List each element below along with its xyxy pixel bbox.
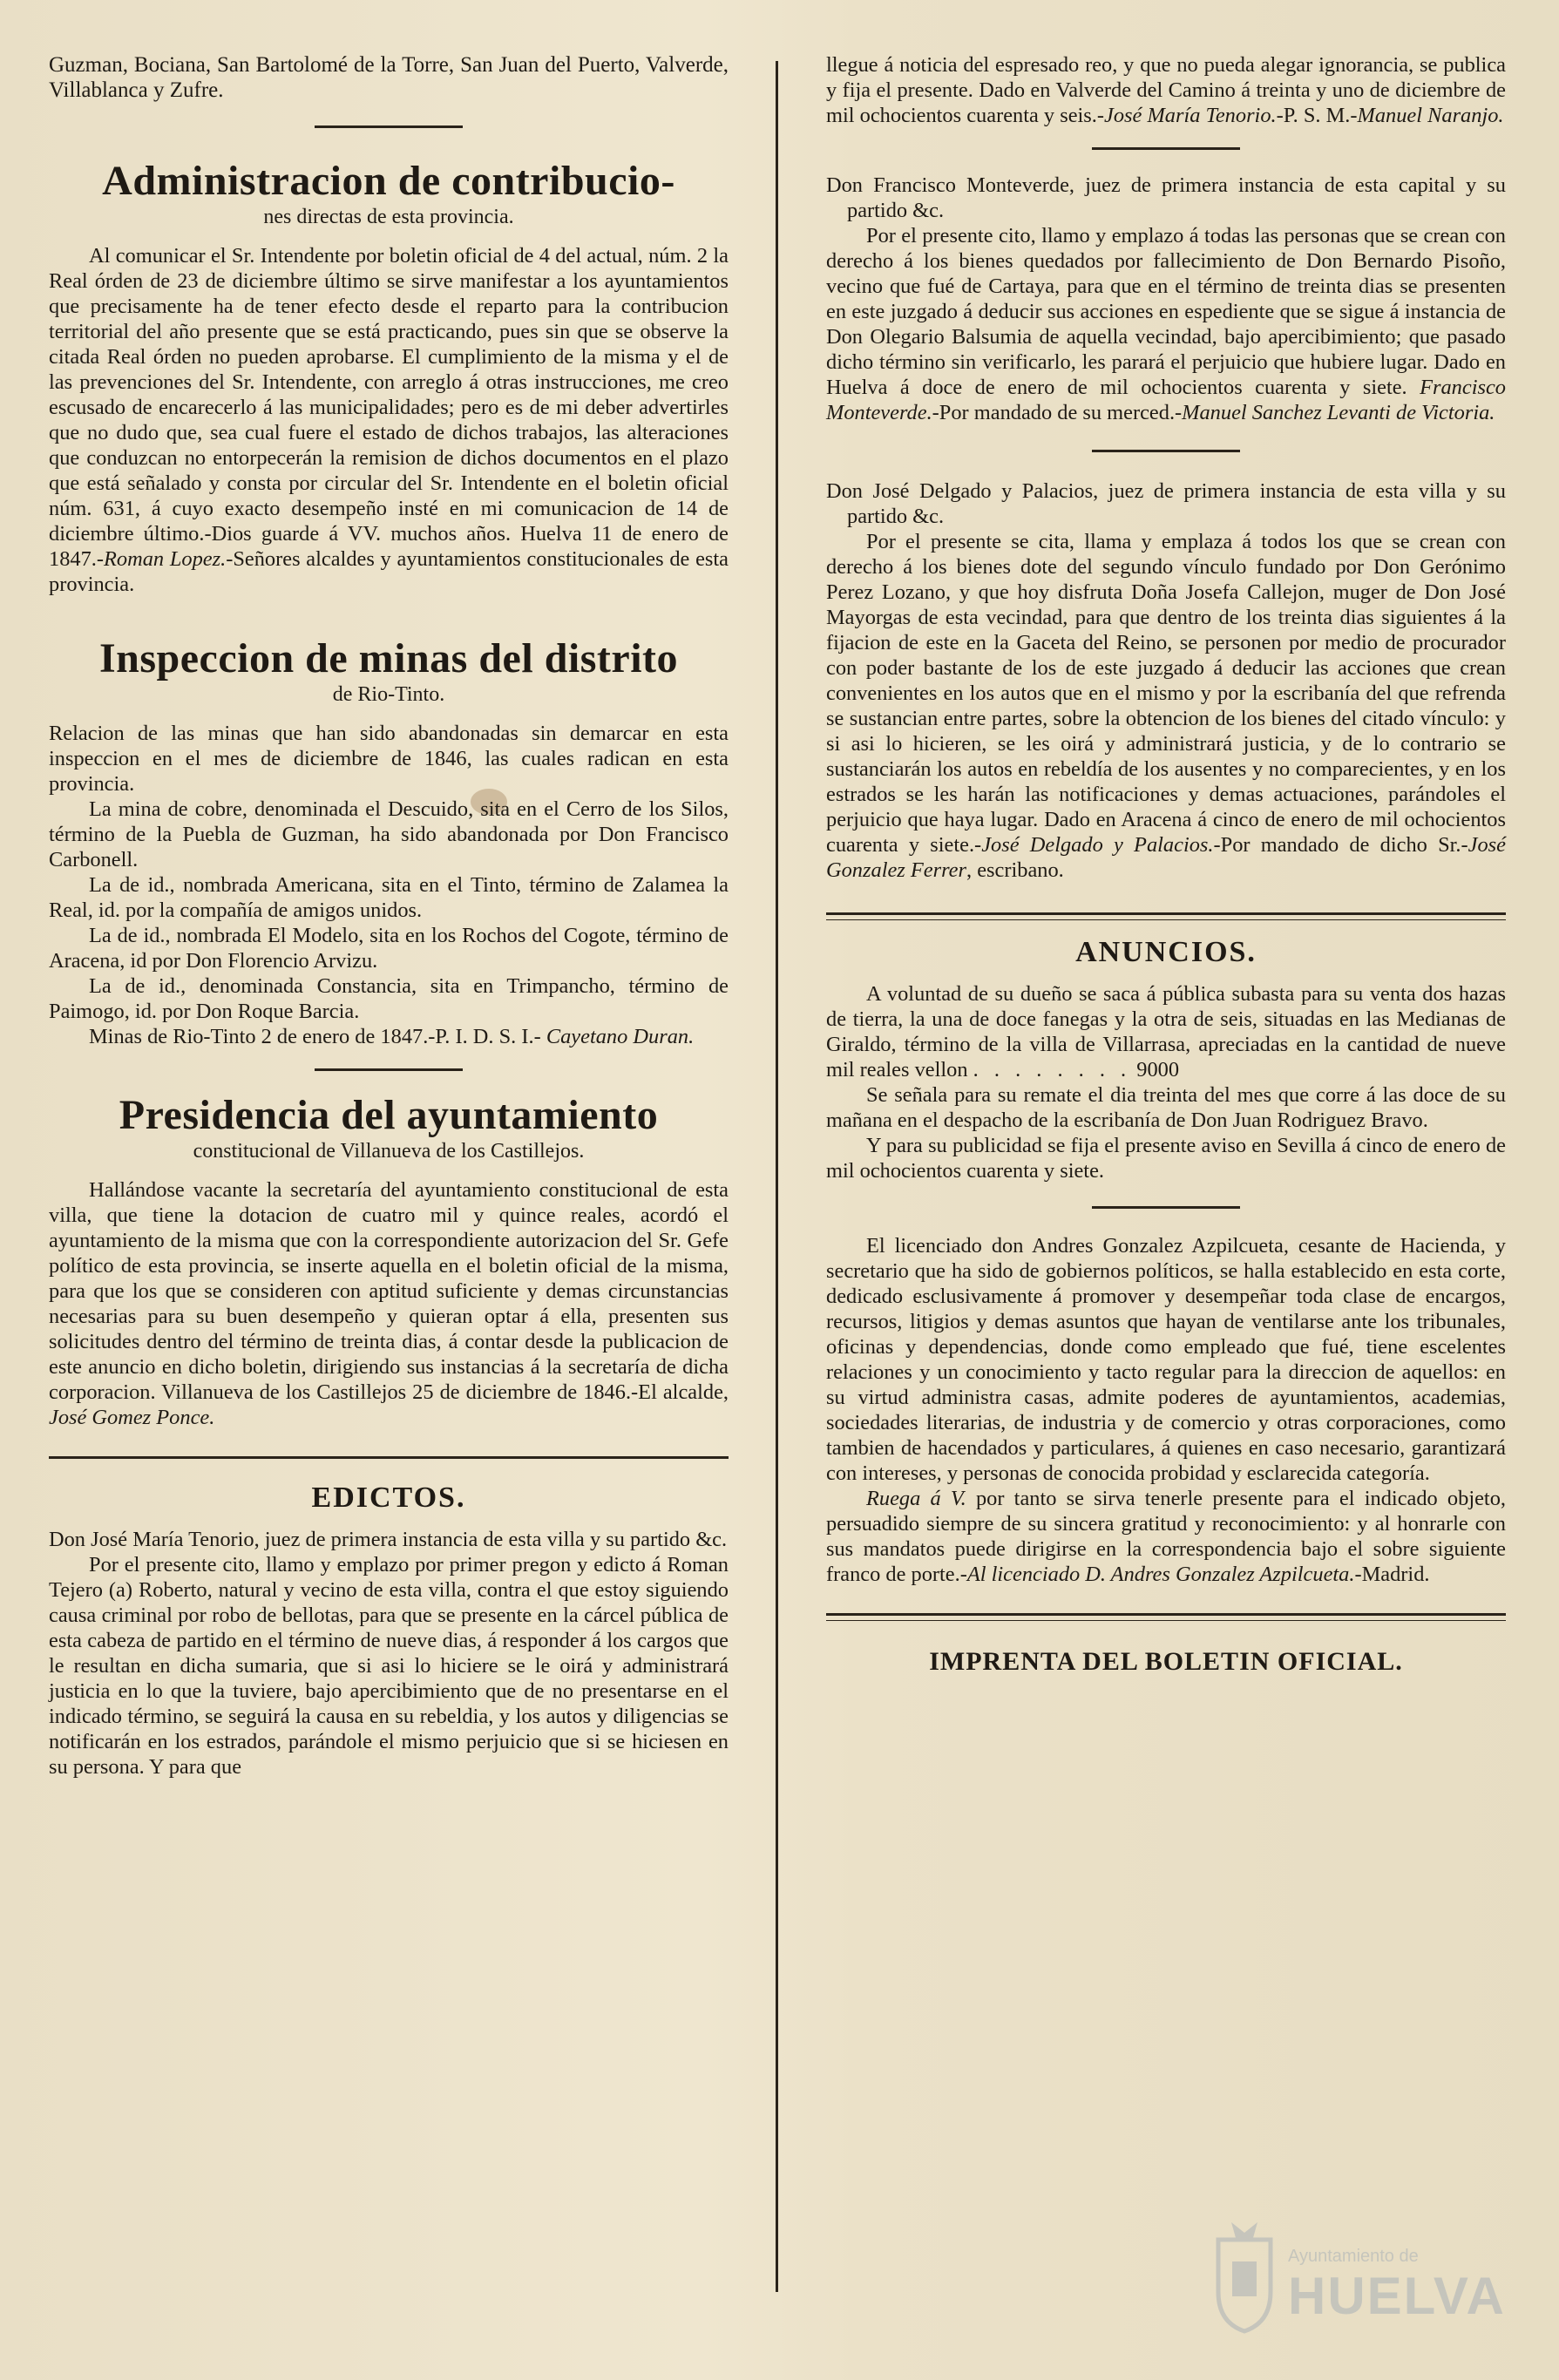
mina-item: La de id., denominada Constancia, sita en Trimpancho, término de Paimogo, id. por Don Roque Barcia. [49,974,729,1023]
double-rule [826,1613,1506,1621]
mina-item: La de id., nombrada El Modelo, sita en los Rochos del Cogote, término de Aracena, id por Don Florencio Arvizu. [49,924,729,973]
edicto-body: Por el presente cito, llamo y emplazo por primer pregon y edicto á Roman Tejero (a) Roberto, natural y vecino de esta villa, contra el que estoy siguiendo causa criminal por robo de bellotas, para que se presente en la cárcel pública de esta cabeza de partido en el término de nueve dias, á responder á los cargos que le resultan en dicha sumaria, que si asi lo hiciere se le oirá y administrará justicia en lo que la tuviere, bajo apercibimiento que de no presentarse en el indicado término, se seguirá la causa en su rebeldia, y los autos y diligencias se notificarán en los estrados, parándole el mismo perjuicio que si se hiciesen en su persona. Y para que [49,1553,729,1779]
anuncios-heading: ANUNCIOS. [1075,936,1257,968]
monteverde-body-text: Por el presente cito, llamo y emplazo á todas las personas que se crean con derecho á los bienes quedados por fallecimiento de Don Bernardo Pisoño, vecino que fué de Cartaya, para que en el término de treinta dias se presenten en este juzgado á deducir sus acciones en espediente que se sigue á instancia de Don Olegario Balsumia de aquella vecindad, bajo apercibimiento; que pasado dicho término sin verificarlo, les parará el perjuicio que hubiere lugar. Dado en Huelva á doce de enero de mil ochocientos cuarenta y siete. [826,224,1506,399]
admin-body [49,243,729,597]
admin-title: Administracion de contribucio- [102,158,675,204]
separator-rule [1092,1206,1240,1209]
admin-subtitle: nes directas de esta provincia. [263,206,514,228]
monteverde-judge: Don Francisco Monteverde, juez de primera instancia de esta capital y su partido &c. [826,173,1506,222]
minas-subtitle: de Rio-Tinto. [332,683,445,706]
licenciado-ruega [826,1486,1506,1587]
presidencia-body [49,1177,729,1430]
delgado-signature-clerk: José Gonzalez Ferrer [826,833,1506,882]
intro-paragraph: Guzman, Bociana, San Bartolomé de la Torre, San Juan del Puerto, Valverde, Villablanca y Zufre. [49,53,729,102]
leader-dots: . . . . . . . . [973,1058,1132,1082]
edicto-cont-signature-clerk: Manuel Naranjo. [1357,104,1504,127]
mina-item: La de id., nombrada Americana, sita en el Tinto, término de Zalamea la Real, id. por la compañía de amigos unidos. [49,873,729,922]
delgado-signature-judge: José Delgado y Palacios. [981,833,1214,857]
anuncio-publicidad: Y para su publicidad se fija el presente aviso en Sevilla á cinco de enero de mil ochocientos cuarenta y siete. [826,1134,1506,1183]
licenciado-body: El licenciado don Andres Gonzalez Azpilcueta, cesante de Hacienda, y secretario que ha sido de gobiernos políticos, se halla establecido en esta corte, dedicado esclusivamente á promover y desempeñar toda clase de encargos, recursos, litigios y demas asuntos que hayan de ventilarse ante los tribunales, oficinas y dependencias, donde como empleado que fué, tiene escelentes relaciones y un conocimiento y tacto regular para la direccion de aquellos: en su virtud administra casas, admite poderes de ayuntamientos, academias, sociedades literarias, de industria y de comercio y otras corporaciones, como tambien de hacendados y particulares, á quienes en caso necesario, garantizará con intereses, y personas de conocida probidad y esclarecida categoría. [826,1234,1506,1485]
anuncio-remate: Se señala para su remate el dia treinta del mes que corre á las doce de su mañana en el despacho de la escribanía de Don Juan Rodriguez Bravo. [826,1083,1506,1132]
delgado-body [826,529,1506,883]
edicto-cont-signature-judge: José María Tenorio. [1104,104,1277,127]
anuncio-subasta-text: A voluntad de su dueño se saca á pública subasta para su venta dos hazas de tierra, la una de doce fanegas y la otra de seis, situadas en las Medianas de Giraldo, término de la villa de Villarrasa, apreciadas en la cantidad de nueve mil reales vellon [826,982,1506,1082]
anuncio-amount: 9000 [1136,1058,1180,1082]
separator-rule [315,125,463,128]
minas-signature: Cayetano Duran. [546,1025,695,1048]
monteverde-signature-judge: Francisco Monteverde. [826,376,1506,424]
edicto-judge: Don José María Tenorio, juez de primera instancia de esta villa y su partido &c. [49,1528,728,1551]
separator-rule [1092,450,1240,452]
double-rule [826,912,1506,920]
edictos-heading: EDICTOS. [311,1482,466,1514]
watermark-line1: Ayuntamiento de [1288,2247,1419,2266]
admin-signature: Roman Lopez. [104,547,227,571]
licenciado-ruega-text: por tanto se sirva tenerle presente para el indicado objeto, persuadido siempre de su sincera gratitud y reconocimiento: y al honrarle con sus mandatos puede dirigirse en la correspondencia bajo el sobre siguiente franco de porte.- [826,1487,1506,1586]
monteverde-mid: -Por mandado de su merced.- [932,401,1183,424]
mina-item: La mina de cobre, denominada el Descuido, sita en el Cerro de los Silos, término de la Puebla de Guzman, ha sido abandonada por Don Francisco Carbonell. [49,797,729,871]
edicto-cont-mid: -P. S. M.- [1276,104,1358,127]
licenciado-signature: Al licenciado D. Andres Gonzalez Azpilcueta. [966,1563,1355,1586]
admin-closing: -Señores alcaldes y ayuntamientos constitucionales de esta provincia. [49,547,729,596]
presidencia-subtitle: constitucional de Villanueva de los Castillejos. [193,1140,585,1163]
printer-footer: IMPRENTA DEL BOLETIN OFICIAL. [929,1647,1403,1676]
anuncio-subasta [826,981,1506,1082]
admin-body-text: Al comunicar el Sr. Intendente por boletin oficial de 4 del actual, núm. 2 la Real órden de 23 de diciembre último se sirve manifestar a los ayuntamientos que precisamente ha de tener efecto desde el reparto para la contribucion territorial del año presente que se está practicando, pues sin que se observe la citada Real órden no pueden aprobarse. El cumplimiento de la misma y el de las prevenciones del Sr. Intendente, con arreglo á otras instrucciones, me creo escusado de encarecerlo á las municipalidades; pero es de mi deber advertirles que no dudo que, sea cual fuere el estado de dichos trabajos, las alteraciones que conduzcan no entorpecerán la remision de dichos documentos en el plazo que está señalado y consta por circular del Sr. Intendente en el boletin oficial núm. 631, á cuyo exacto desempeño insté en mi comunicacion de 14 de diciembre último.-Dios guarde á VV. muchos años. Huelva 11 de enero de 1847.- [49,244,729,571]
watermark-line2: HUELVA [1288,2267,1506,2325]
delgado-body-text: Por el presente se cita, llama y emplaza á todos los que se crean con derecho á los bienes dote del segundo vínculo fundado por Don Gerónimo Perez Lozano, y que hoy disfruta Doña Josefa Callejon, muger de Don José Mayorgas de esta vecindad, para que dentro de los treinta dias siguientes á la fijacion de este en la Gaceta del Reino, se personen por medio de procurador con poder bastante de los de este juzgado á deducir las acciones que crean convenientes en los autos que en el mismo y por la escribanía del que refrenda se sustancian entre partes, sobre la obtencion de los bienes del citado vínculo: y si asi lo hicieren, se les oirá y administrará justicia, y de lo contrario se sustanciarán los autos en rebeldía de los ausentes y no comparecientes, y en los estrados se les harán las notificaciones y demas actuaciones, parándoles el perjuicio que haya lugar. Dado en Aracena á cinco de enero de mil ochocientos cuarenta y siete.- [826,530,1506,857]
licenciado-end: -Madrid. [1354,1563,1430,1586]
crest-icon [1201,2214,1288,2336]
presidencia-signature: José Gomez Ponce. [49,1406,215,1429]
monteverde-signature-clerk: Manuel Sanchez Levanti de Victoria. [1182,401,1495,424]
separator-rule [49,1456,729,1459]
monteverde-body [826,223,1506,425]
presidencia-title: Presidencia del ayuntamiento [119,1092,659,1138]
separator-rule [1092,147,1240,150]
right-column [826,52,1506,1677]
column-divider [776,61,778,2292]
minas-intro: Relacion de las minas que han sido abandonadas sin demarcar en esta inspeccion en el mes de diciembre de 1846, las cuales radican en esta provincia. [49,722,729,796]
minas-closing [49,1024,729,1049]
watermark [1201,2214,1506,2344]
left-column [49,52,729,1780]
delgado-end: , escribano. [966,858,1064,882]
edicto-continuation [826,52,1506,128]
minas-title: Inspeccion de minas del distrito [98,635,679,681]
separator-rule [315,1068,463,1071]
presidencia-body-text: Hallándose vacante la secretaría del ayuntamiento constitucional de esta villa, que tiene la dotacion de cuatro mil y quince reales, acordó el ayuntamiento de la misma que con la correspondiente autorizacion del Sr. Gefe político de esta provincia, se inserte aquella en el boletin oficial de la misma, para que los que se consideren con aptitud suficiente y demas circunstancias necesarias para su buen desempeño y quieran optar á ella, presenten sus solicitudes dentro del término de treinta dias, á contar desde la publicacion de este anuncio en dicho boletin, dirigiendo sus instancias á la secretaría de dicha corporacion. Villanueva de los Castillejos 25 de diciembre de 1846.-El alcalde, [49,1178,729,1404]
edicto-cont-text: llegue á noticia del espresado reo, y que no pueda alegar ignorancia, se publica y fija el presente. Dado en Valverde del Camino á treinta y uno de diciembre de mil ochocientos cuarenta y seis.- [826,53,1506,127]
delgado-mid: -Por mandado de dicho Sr.- [1213,833,1468,857]
licenciado-ruega-lead: Ruega á V. [866,1487,966,1510]
delgado-judge: Don José Delgado y Palacios, juez de primera instancia de esta villa y su partido &c. [826,479,1506,528]
minas-closing-text: Minas de Rio-Tinto 2 de enero de 1847.-P. I. D. S. I.- [89,1025,541,1048]
